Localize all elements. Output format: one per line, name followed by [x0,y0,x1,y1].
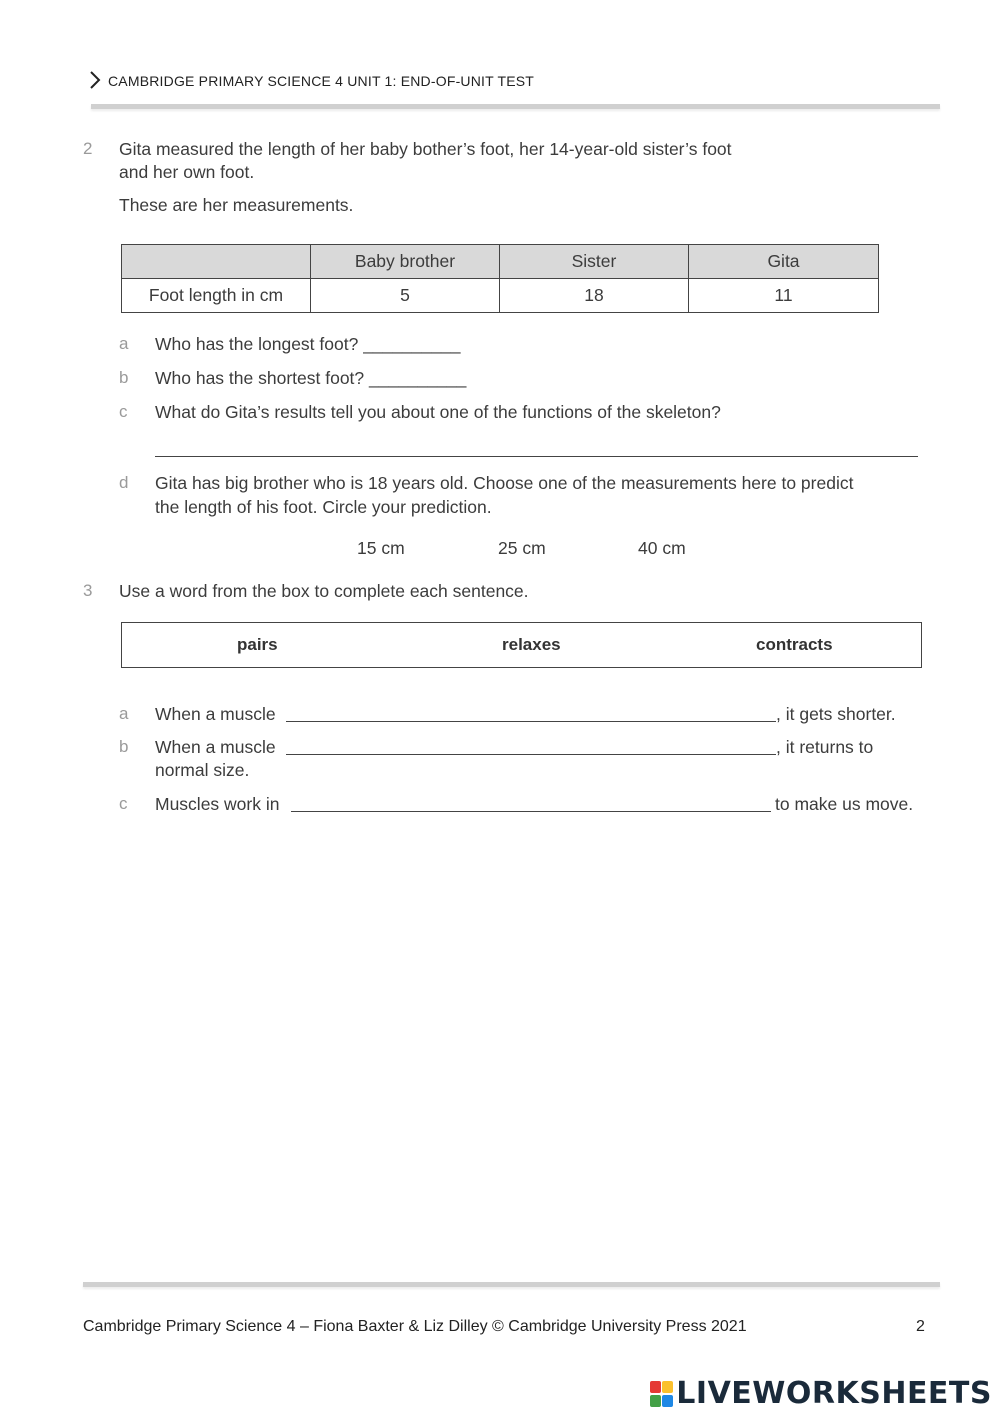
table-row-label: Foot length in cm [122,279,311,313]
table-header-cell [122,245,311,279]
measurements-table [121,244,879,313]
question-3b-after: , it returns to [776,737,874,757]
question-2d-line2: the length of his foot. Circle your prediction. [155,497,492,517]
question-3a-after: , it gets shorter. [776,704,896,724]
question-3a-before: When a muscle [155,704,276,724]
page-number: 2 [916,1318,925,1335]
question-2-number: 2 [83,139,93,158]
prediction-option[interactable]: 40 cm [638,538,686,558]
question-3b-line2: normal size. [155,760,250,780]
header-title: CAMBRIDGE PRIMARY SCIENCE 4 UNIT 1: END-OF-UNIT TEST [108,73,535,89]
table-header-cell: Sister [500,245,689,279]
liveworksheets-logo [650,1376,992,1411]
question-2c-letter: c [119,402,128,421]
word-option[interactable]: contracts [756,635,833,654]
footer-credit: Cambridge Primary Science 4 – Fiona Baxter & Liz Dilley © Cambridge University Press 2021 [83,1318,747,1335]
question-2b-letter: b [119,368,129,387]
liveworksheets-logo-icon [650,1379,674,1409]
question-2b-text[interactable]: Who has the shortest foot? __________ [155,368,467,388]
word-option[interactable]: pairs [237,635,278,654]
question-3b-before: When a muscle [155,737,276,757]
word-box [121,622,922,668]
question-2-intro-line2: and her own foot. [119,162,255,182]
table-header-cell: Baby brother [311,245,500,279]
question-2-intro2: These are her measurements. [119,195,354,215]
table-header-cell: Gita [689,245,879,279]
question-3c-after: to make us move. [775,794,914,814]
header-divider [91,104,940,109]
question-3b-letter: b [119,737,129,756]
table-cell: 5 [311,279,500,313]
question-3a-blank[interactable] [286,721,776,722]
word-option[interactable]: relaxes [502,635,561,654]
question-2d-line1: Gita has big brother who is 18 years old. Choose one of the measurements here to predict [155,473,854,493]
question-3c-before: Muscles work in [155,794,280,814]
question-2a-letter: a [119,334,129,353]
question-3b-blank[interactable] [286,754,776,755]
prediction-option[interactable]: 15 cm [357,538,405,558]
question-2-intro-line1: Gita measured the length of her baby bother’s foot, her 14-year-old sister’s foot [119,139,732,159]
table-cell: 18 [500,279,689,313]
table-header-row [122,245,879,279]
table-row [122,279,879,313]
question-2d-letter: d [119,473,129,492]
question-2c-answer-line[interactable] [155,456,918,457]
question-3c-blank[interactable] [291,811,771,812]
question-3a-letter: a [119,704,129,723]
table-cell: 11 [689,279,879,313]
chevron-right-icon [88,70,102,90]
question-3c-letter: c [119,794,128,813]
question-3-intro: Use a word from the box to complete each sentence. [119,581,529,601]
question-2c-text: What do Gita’s results tell you about one of the functions of the skeleton? [155,402,721,422]
liveworksheets-logo-text: LIVEWORKSHEETS [676,1376,992,1411]
footer-divider [83,1282,940,1287]
prediction-option[interactable]: 25 cm [498,538,546,558]
question-2a-text[interactable]: Who has the longest foot? __________ [155,334,461,354]
question-3-number: 3 [83,581,93,600]
